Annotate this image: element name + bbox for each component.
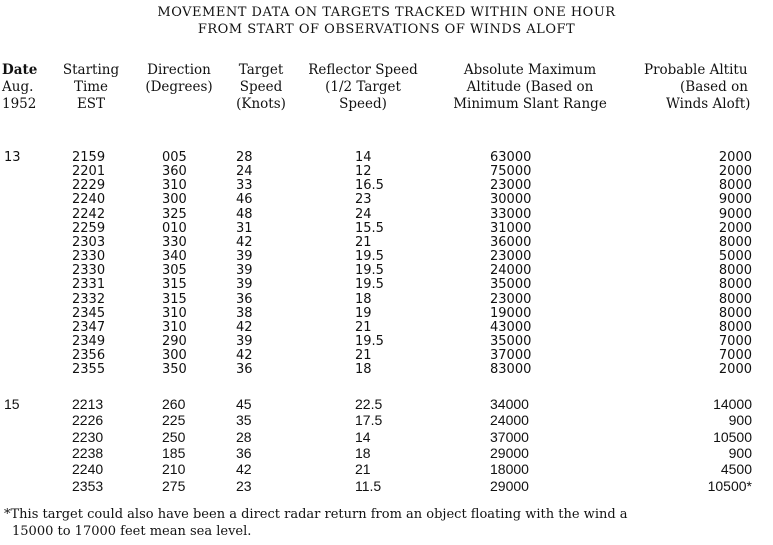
start-time-cell: 2347 — [72, 319, 106, 335]
header-probable-altitude — [644, 62, 773, 113]
start-time-cell: 2349 — [72, 333, 106, 349]
header-probable-line: Winds Aloft) — [666, 96, 751, 112]
direction-cell: 275 — [162, 477, 186, 494]
direction-cell: 350 — [162, 362, 187, 378]
absolute-altitude-cell: 23000 — [490, 249, 532, 265]
target-speed-cell: 46 — [236, 192, 253, 208]
probable-altitude-cell: 8000 — [718, 234, 752, 250]
target-speed-cell: 36 — [236, 444, 252, 461]
direction-cell: 315 — [162, 291, 187, 307]
direction-cell: 360 — [162, 164, 187, 180]
direction-cell: 260 — [162, 396, 186, 412]
absolute-altitude-cell: 19000 — [490, 305, 532, 321]
table-row — [0, 429, 773, 444]
reflector-speed-cell: 16.5 — [355, 178, 384, 194]
absolute-altitude-cell: 37000 — [490, 428, 529, 445]
table-row — [0, 412, 773, 427]
direction-cell: 290 — [162, 333, 187, 349]
start-time-cell: 2230 — [72, 428, 104, 445]
header-absolute-altitude — [430, 62, 630, 113]
probable-altitude-cell: 8000 — [718, 305, 752, 321]
reflector-speed-cell: 19.5 — [355, 333, 384, 349]
target-speed-cell: 42 — [236, 319, 253, 335]
absolute-altitude-cell: 29000 — [490, 444, 529, 461]
probable-altitude-cell: 2000 — [718, 220, 752, 236]
date-cell: 13 — [4, 150, 21, 165]
reflector-speed-cell: 23 — [355, 192, 372, 208]
table-row — [0, 362, 773, 377]
start-time-cell: 2240 — [72, 461, 104, 478]
header-start-line: Time — [73, 79, 109, 95]
reflector-speed-cell: 21 — [355, 461, 371, 478]
header-direction-line: Direction — [147, 62, 211, 78]
header-reflector-line: (1/2 Target — [325, 79, 401, 95]
table-row — [0, 178, 773, 193]
probable-altitude-cell: 10500 — [713, 428, 752, 445]
table-row — [0, 263, 773, 278]
start-time-cell: 2242 — [72, 206, 106, 222]
probable-altitude-cell: 14000 — [713, 396, 752, 412]
reflector-speed-cell: 19.5 — [355, 263, 384, 279]
probable-altitude-cell: 900 — [728, 412, 752, 429]
header-probable-line: (Based on — [680, 79, 748, 95]
absolute-altitude-cell: 24000 — [490, 263, 532, 279]
target-speed-cell: 39 — [236, 263, 253, 279]
absolute-altitude-cell: 63000 — [490, 150, 532, 165]
start-time-cell: 2345 — [72, 305, 106, 321]
header-date-line: Date — [2, 62, 38, 78]
direction-cell: 310 — [162, 319, 187, 335]
absolute-altitude-cell: 30000 — [490, 192, 532, 208]
target-speed-cell: 42 — [236, 234, 253, 250]
start-time-cell: 2330 — [72, 249, 106, 265]
table-row — [0, 306, 773, 321]
reflector-speed-cell: 24 — [355, 206, 372, 222]
header-date-line: Aug. — [2, 79, 34, 95]
reflector-speed-cell: 17.5 — [355, 412, 383, 429]
title-line-2: FROM START OF OBSERVATIONS OF WINDS ALOFT — [197, 22, 576, 37]
target-speed-cell: 39 — [236, 277, 253, 293]
direction-cell: 330 — [162, 234, 187, 250]
table-row — [0, 221, 773, 236]
header-date-line: 1952 — [2, 96, 37, 112]
target-speed-cell: 45 — [236, 396, 252, 412]
probable-altitude-cell: 8000 — [718, 291, 752, 307]
target-speed-cell: 42 — [236, 461, 252, 478]
reflector-speed-cell: 21 — [355, 348, 372, 364]
reflector-speed-cell: 15.5 — [355, 220, 384, 236]
start-time-cell: 2303 — [72, 234, 106, 250]
reflector-speed-cell: 21 — [355, 319, 372, 335]
header-start-line: Starting — [62, 62, 120, 78]
absolute-altitude-cell: 34000 — [490, 396, 529, 412]
target-speed-cell: 36 — [236, 291, 253, 307]
header-start-line: EST — [76, 96, 106, 112]
probable-altitude-cell: 5000 — [718, 249, 752, 265]
absolute-altitude-cell: 36000 — [490, 234, 532, 250]
reflector-speed-cell: 19.5 — [355, 277, 384, 293]
absolute-altitude-cell: 23000 — [490, 291, 532, 307]
probable-altitude-cell: 8000 — [718, 263, 752, 279]
table-row — [0, 192, 773, 207]
target-speed-cell: 23 — [236, 477, 252, 494]
direction-cell: 315 — [162, 277, 187, 293]
reflector-speed-cell: 14 — [355, 428, 371, 445]
absolute-altitude-cell: 24000 — [490, 412, 529, 429]
start-time-cell: 2240 — [72, 192, 106, 208]
probable-altitude-cell: 8000 — [718, 319, 752, 335]
table-row — [0, 150, 773, 165]
header-direction — [136, 62, 222, 96]
probable-altitude-cell: 8000 — [718, 277, 752, 293]
header-date — [2, 62, 37, 113]
absolute-altitude-cell: 37000 — [490, 348, 532, 364]
target-speed-cell: 42 — [236, 348, 253, 364]
start-time-cell: 2229 — [72, 178, 106, 194]
header-probable-line: Probable Altitu — [644, 62, 748, 78]
probable-altitude-cell: 2000 — [718, 150, 752, 165]
start-time-cell: 2355 — [72, 362, 106, 378]
start-time-cell: 2332 — [72, 291, 106, 307]
absolute-altitude-cell: 35000 — [490, 277, 532, 293]
table-row — [0, 445, 773, 460]
absolute-altitude-cell: 43000 — [490, 319, 532, 335]
direction-cell: 310 — [162, 305, 187, 321]
header-absolute-line: Absolute Maximum — [463, 62, 597, 78]
table-row — [0, 277, 773, 292]
table-row — [0, 292, 773, 307]
start-time-cell: 2331 — [72, 277, 106, 293]
header-absolute-line: Minimum Slant Range — [453, 96, 607, 112]
header-target-line: (Knots) — [236, 96, 286, 112]
header-start — [56, 62, 126, 113]
reflector-speed-cell: 14 — [355, 150, 372, 165]
probable-altitude-cell: 2000 — [718, 164, 752, 180]
absolute-altitude-cell: 18000 — [490, 461, 529, 478]
absolute-altitude-cell: 31000 — [490, 220, 532, 236]
start-time-cell: 2330 — [72, 263, 106, 279]
table-row — [0, 207, 773, 222]
start-time-cell: 2238 — [72, 444, 104, 461]
direction-cell: 305 — [162, 263, 187, 279]
probable-altitude-cell: 4500 — [720, 461, 752, 478]
start-time-cell: 2226 — [72, 412, 104, 429]
reflector-speed-cell: 19 — [355, 305, 372, 321]
reflector-speed-cell: 22.5 — [355, 396, 383, 412]
title-line-1: MOVEMENT DATA ON TARGETS TRACKED WITHIN ONE HOUR — [157, 5, 616, 20]
start-time-cell: 2259 — [72, 220, 106, 236]
target-speed-cell: 28 — [236, 428, 252, 445]
direction-cell: 310 — [162, 178, 187, 194]
reflector-speed-cell: 11.5 — [355, 477, 382, 494]
start-time-cell: 2213 — [72, 396, 104, 412]
target-speed-cell: 39 — [236, 333, 253, 349]
direction-cell: 210 — [162, 461, 186, 478]
target-speed-cell: 39 — [236, 249, 253, 265]
reflector-speed-cell: 21 — [355, 234, 372, 250]
target-speed-cell: 31 — [236, 220, 253, 236]
target-speed-cell: 24 — [236, 164, 253, 180]
direction-cell: 185 — [162, 444, 186, 461]
table-row — [0, 461, 773, 476]
direction-cell: 225 — [162, 412, 186, 429]
absolute-altitude-cell: 75000 — [490, 164, 532, 180]
header-reflector-line: Speed) — [339, 96, 387, 112]
target-speed-cell: 35 — [236, 412, 252, 429]
absolute-altitude-cell: 23000 — [490, 178, 532, 194]
header-target-line: Speed — [239, 79, 283, 95]
target-speed-cell: 38 — [236, 305, 253, 321]
direction-cell: 005 — [162, 150, 187, 165]
direction-cell: 325 — [162, 206, 187, 222]
reflector-speed-cell: 19.5 — [355, 249, 384, 265]
probable-altitude-cell: 2000 — [718, 362, 752, 378]
table-row — [0, 334, 773, 349]
header-reflector-line: Reflector Speed — [308, 62, 418, 78]
start-time-cell: 2353 — [72, 477, 104, 494]
footnote-line-2: 15000 to 17000 feet mean sea level. — [12, 524, 252, 539]
direction-cell: 250 — [162, 428, 186, 445]
probable-altitude-cell: 7000 — [718, 348, 752, 364]
probable-altitude-cell: 9000 — [718, 206, 752, 222]
header-reflector-speed — [300, 62, 426, 113]
header-target-line: Target — [238, 62, 284, 78]
reflector-speed-cell: 18 — [355, 362, 372, 378]
probable-altitude-cell: 7000 — [718, 333, 752, 349]
reflector-speed-cell: 12 — [355, 164, 372, 180]
target-speed-cell: 36 — [236, 362, 253, 378]
table-row — [0, 320, 773, 335]
start-time-cell: 2201 — [72, 164, 106, 180]
absolute-altitude-cell: 29000 — [490, 477, 529, 494]
absolute-altitude-cell: 83000 — [490, 362, 532, 378]
header-target-speed — [228, 62, 294, 113]
table-row — [0, 478, 773, 493]
header-absolute-line: Altitude (Based on — [466, 79, 594, 95]
footnote-line-1: *This target could also have been a direct radar return from an object floating with the wind a — [4, 507, 628, 522]
target-speed-cell: 28 — [236, 150, 253, 165]
target-speed-cell: 48 — [236, 206, 253, 222]
direction-cell: 300 — [162, 192, 187, 208]
table-row — [0, 235, 773, 250]
direction-cell: 300 — [162, 348, 187, 364]
probable-altitude-cell: 900 — [728, 444, 752, 461]
header-direction-line: (Degrees) — [145, 79, 213, 95]
date-cell: 15 — [4, 396, 20, 412]
table-row — [0, 249, 773, 264]
direction-cell: 010 — [162, 220, 187, 236]
probable-altitude-cell: 10500* — [707, 477, 752, 494]
start-time-cell: 2356 — [72, 348, 106, 364]
absolute-altitude-cell: 35000 — [490, 333, 532, 349]
reflector-speed-cell: 18 — [355, 444, 371, 461]
direction-cell: 340 — [162, 249, 187, 265]
absolute-altitude-cell: 33000 — [490, 206, 532, 222]
target-speed-cell: 33 — [236, 178, 253, 194]
table-row — [0, 396, 773, 411]
probable-altitude-cell: 9000 — [718, 192, 752, 208]
reflector-speed-cell: 18 — [355, 291, 372, 307]
table-row — [0, 164, 773, 179]
start-time-cell: 2159 — [72, 150, 106, 165]
table-row — [0, 348, 773, 363]
probable-altitude-cell: 8000 — [718, 178, 752, 194]
